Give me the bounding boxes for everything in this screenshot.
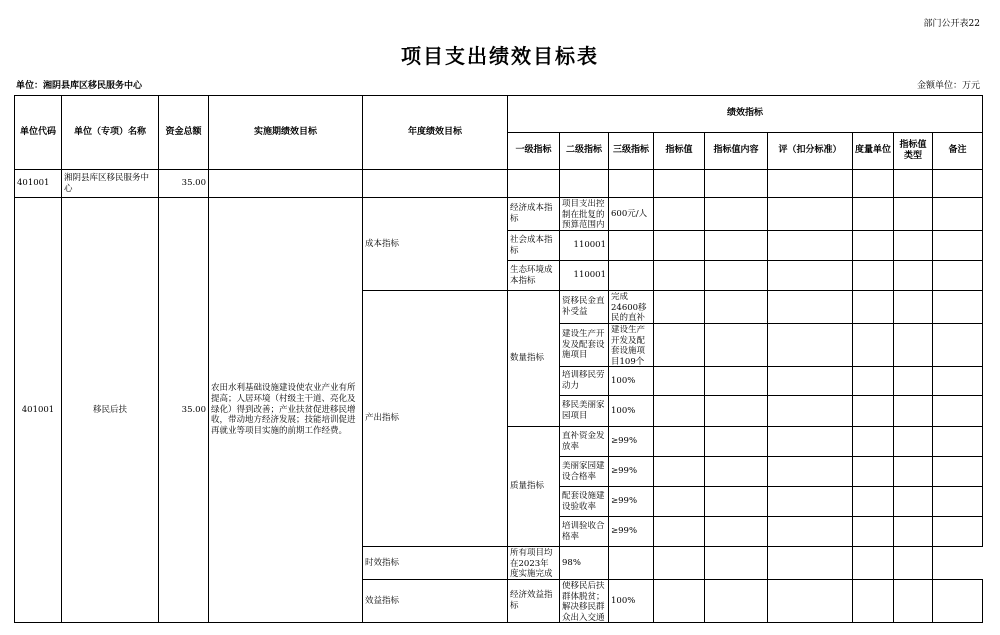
value-cell: ≥99%: [609, 427, 654, 457]
level2-eco-cost: 生态环境成本指标: [508, 261, 560, 291]
col-unit-code: 单位代码: [15, 96, 62, 170]
level3-cell: 所有项目均在2023年度实施完成: [510, 548, 553, 578]
col-total-funds: 资金总额: [159, 96, 209, 170]
col-level2: 二级指标: [560, 133, 609, 170]
level3-cell: 美丽家园建设合格率: [562, 460, 605, 482]
value-cell: 98%: [560, 547, 609, 580]
project-funds: 35.00: [159, 198, 209, 623]
level3-cell: 使移民后扶群体脱贫；解决移民群众出入交通: [562, 581, 605, 621]
summary-funds: 35.00: [159, 170, 209, 198]
group-output: 产出指标: [363, 291, 508, 547]
level3-cell: 移民美丽家园项目: [562, 400, 605, 421]
value-cell: 完成24600移民的直补: [611, 292, 647, 322]
col-value: 指标值: [654, 133, 705, 170]
value-cell: 100%: [609, 580, 654, 623]
value-cell: ≥99%: [609, 457, 654, 487]
group-benefit: 效益指标: [363, 580, 508, 623]
col-scoring: 评（扣分标准）: [768, 133, 853, 170]
col-indicators: 绩效指标: [508, 96, 983, 133]
value-cell: ≥99%: [609, 487, 654, 517]
level3-cell: 项目支出控制在批复的预算范围内: [562, 199, 605, 229]
project-code: 401001: [15, 198, 62, 623]
level2-quantity: 数量指标: [508, 291, 560, 427]
unit-label: 单位：湘阴县库区移民服务中心: [16, 81, 143, 91]
performance-table: [14, 95, 983, 623]
value-cell: 100%: [609, 367, 654, 396]
level3-cell: 110001: [560, 231, 609, 261]
table-row: [15, 170, 983, 198]
page-title: 项目支出绩效目标表: [401, 44, 599, 68]
summary-name: 湘阴县库区移民服务中心: [62, 170, 159, 198]
col-unit-name: 单位（专项）名称: [62, 96, 159, 170]
level2-social-cost: 社会成本指标: [508, 231, 560, 261]
level2-economic-benefit: 经济效益指标: [508, 580, 560, 623]
level3-cell: 资移民金直补受益: [562, 296, 605, 317]
level3-cell: 培训验收合格率: [562, 520, 605, 542]
col-impl-goal: 实施期绩效目标: [209, 96, 363, 170]
col-value-type: 指标值类型: [894, 133, 933, 170]
level2-economic-cost: 经济成本指标: [508, 198, 560, 231]
project-name: 移民后扶: [62, 198, 159, 623]
col-remark: 备注: [933, 133, 983, 170]
col-level1: 一级指标: [508, 133, 560, 170]
level2-timeliness: 时效指标: [363, 547, 508, 580]
value-cell: ≥99%: [609, 517, 654, 547]
level3-cell: 直补资金发放率: [562, 430, 605, 452]
amount-unit-label: 金额单位：万元: [916, 81, 980, 91]
level3-cell: 配套设施建设验收率: [562, 490, 605, 512]
level2-quality: 质量指标: [508, 427, 560, 547]
table-row: [15, 198, 983, 231]
value-cell: 100%: [609, 396, 654, 427]
level3-cell: 110001: [560, 261, 609, 291]
level3-cell: 培训移民劳动力: [562, 370, 605, 391]
col-level3: 三级指标: [609, 133, 654, 170]
project-impl-goal: 农田水利基础设施建设使农业产业有所提高；人居环境（村级主干道、亮化及绿化）得到改善；产业扶贫促进移民增收，带动地方经济发展；技能培训促进再就业等项目实施的前期工作经费。: [209, 198, 363, 623]
col-measure-unit: 度量单位: [853, 133, 894, 170]
value-cell: 建设生产开发及配套设施项目109个: [611, 325, 646, 365]
summary-code: 401001: [15, 170, 62, 198]
value-cell: 600元/人: [611, 208, 648, 219]
level3-cell: 建设生产开发及配套设施项目: [562, 329, 605, 361]
col-value-content: 指标值内容: [705, 133, 768, 170]
group-cost: 成本指标: [363, 198, 508, 291]
col-annual-goal: 年度绩效目标: [363, 96, 508, 170]
table-code: 部门公开表22: [923, 19, 980, 29]
